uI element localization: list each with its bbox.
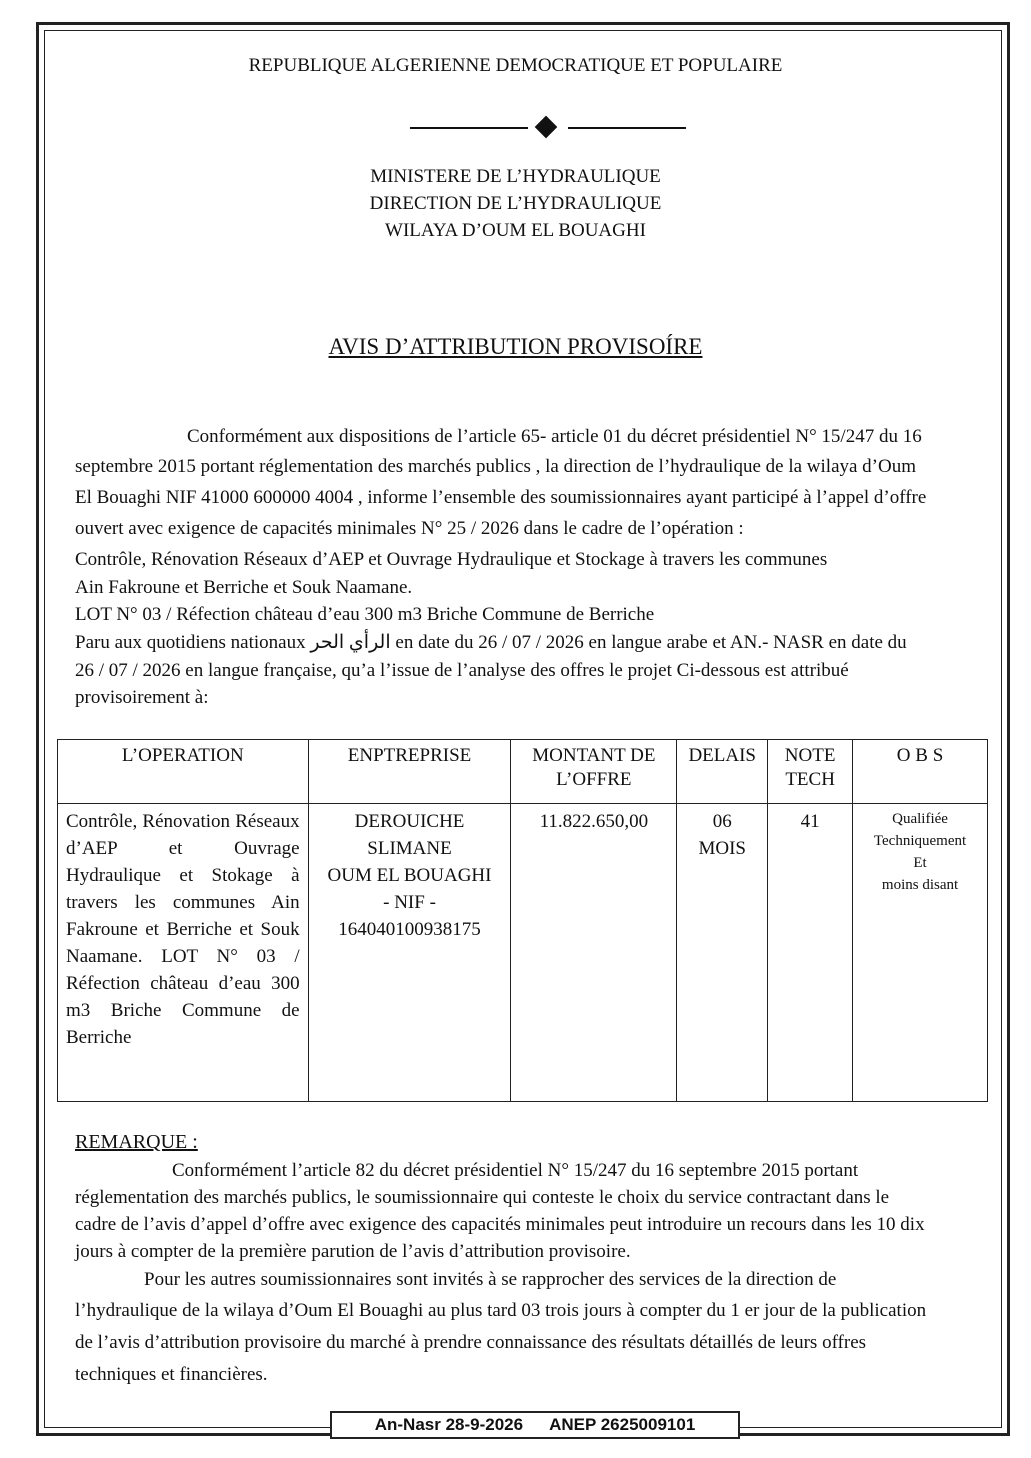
paru-line-3: provisoirement à: [75, 687, 209, 708]
cell-obs: Qualifiée Techniquement Et moins disant [853, 804, 988, 1102]
table-row [58, 804, 988, 1102]
ornament-divider [410, 118, 686, 138]
republic-heading: REPUBLIQUE ALGERIENNE DEMOCRATIQUE ET POPULAIRE [248, 55, 783, 76]
header-delais: DELAIS [677, 740, 768, 804]
remarque-label: REMARQUE : [75, 1131, 198, 1153]
remarque-p2-line-3: de l’avis d’attribution provisoire du marché à prendre connaissance des résultats détaillés de leurs offres [75, 1332, 867, 1353]
intro-line-3: El Bouaghi NIF 41000 600000 4004 , informe l’ensemble des soumissionnaires ayant participé à l’appel d’offre [75, 487, 927, 508]
divider-line-right [568, 127, 686, 129]
remarque-p2-line-2: l’hydraulique de la wilaya d’Oum El Bouaghi au plus tard 03 trois jours à compter du 1 er jour de la publication [75, 1300, 927, 1321]
header-entreprise: ENPTREPRISE [308, 740, 511, 804]
lot-line: LOT N° 03 / Réfection château d’eau 300 m3 Briche Commune de Berriche [75, 604, 655, 625]
cell-entreprise: DEROUICHE SLIMANE OUM EL BOUAGHI - NIF - 164040100938175 [308, 804, 511, 1102]
cell-montant: 11.822.650,00 [511, 804, 677, 1102]
cell-note: 41 [768, 804, 853, 1102]
header-note: NOTE TECH [768, 740, 853, 804]
divider-line-left [410, 127, 528, 129]
header-obs: O B S [853, 740, 988, 804]
intro-line-1: Conformément aux dispositions de l’article 65- article 01 du décret présidentiel N° 15/247 du 16 [187, 426, 922, 447]
header-operation: L’OPERATION [58, 740, 309, 804]
anep-reference: ANEP 2625009101 [549, 1415, 696, 1434]
paru-line-1: Paru aux quotidiens nationaux الرأي الحر en date du 26 / 07 / 2026 en langue arabe et AN.- NASR en date du [75, 632, 907, 653]
intro-line-4: ouvert avec exigence de capacités minimales N° 25 / 2026 dans le cadre de l’opération : [75, 518, 744, 539]
remarque-p2-line-4: techniques et financières. [75, 1364, 268, 1385]
remarque-p1-line-2: réglementation des marchés publics, le soumissionnaire qui conteste le choix du service contractant dans le [75, 1187, 890, 1208]
cell-operation: Contrôle, Rénovation Réseaux d’AEP et Ouvrage Hydraulique et Stokage à travers les communes Ain Fakroune et Berriche et Souk Naamane. LOT N° 03 / Réfection château d’eau 300 m3 Briche Commune de Berriche [58, 804, 309, 1102]
operation-line-2: Ain Fakroune et Berriche et Souk Naamane. [75, 577, 413, 598]
publication-footer [330, 1411, 740, 1439]
page-title: AVIS D’ATTRIBUTION PROVISOÍRE [328, 334, 703, 359]
remarque-p2-line-1: Pour les autres soumissionnaires sont invités à se rapprocher des services de la direction de [144, 1269, 837, 1290]
award-table [57, 739, 988, 1102]
wilaya-heading: WILAYA D’OUM EL BOUAGHI [385, 220, 646, 241]
ministry-heading: MINISTERE DE L’HYDRAULIQUE [370, 166, 661, 187]
cell-delais: 06 MOIS [677, 804, 768, 1102]
table-header-row [58, 740, 988, 804]
operation-line-1: Contrôle, Rénovation Réseaux d’AEP et Ouvrage Hydraulique et Stockage à travers les communes [75, 549, 828, 570]
newspaper-date: An-Nasr 28-9-2026 [374, 1415, 524, 1434]
header-montant: MONTANT DE L’OFFRE [511, 740, 677, 804]
remarque-p1-line-4: jours à compter de la première parution de l’avis d’attribution provisoire. [75, 1241, 631, 1262]
direction-heading: DIRECTION DE L’HYDRAULIQUE [369, 193, 662, 214]
remarque-p1-line-3: cadre de l’avis d’appel d’offre avec exigence des capacités minimales peut introduire un recours dans les 10 dix [75, 1214, 925, 1235]
intro-line-2: septembre 2015 portant réglementation des marchés publics , la direction de l’hydraulique de la wilaya d’Oum [75, 456, 917, 477]
diamond-icon [535, 116, 558, 139]
remarque-p1-line-1: Conformément l’article 82 du décret présidentiel N° 15/247 du 16 septembre 2015 portant [172, 1160, 859, 1181]
paru-line-2: 26 / 07 / 2026 en langue française, qu’a l’issue de l’analyse des offres le projet Ci-dessous est attribué [75, 660, 849, 681]
